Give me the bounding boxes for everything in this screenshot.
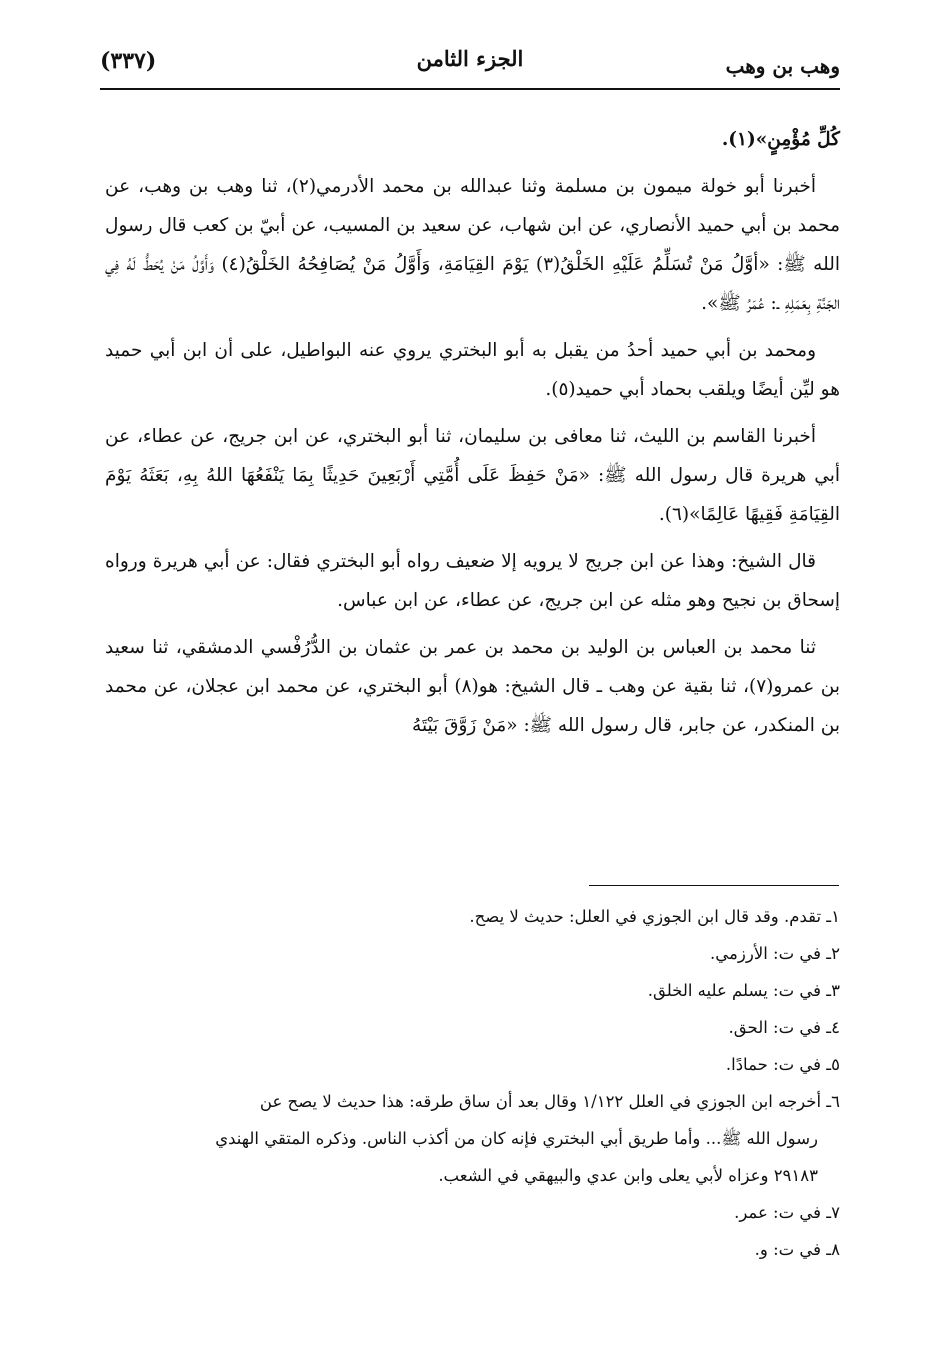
footnote-divider	[589, 885, 839, 886]
page-header	[100, 40, 840, 80]
paragraph-4: أخبرنا القاسم بن الليث، ثنا معافى بن سليمان، ثنا أبو البختري، عن ابن جريج، عن عطاء، عن أبي هريرة قال رسول الله ﷺ: «مَنْ حَفِظَ عَلَى أُمَّتِي أَرْبَعِينَ حَدِيثًا بِمَا يَنْفَعُهَا اللهُ بِهِ، بَعَثَهُ يَوْمَ القِيَامَةِ فَقِيهًا عَالِمًا»(٦).	[105, 426, 840, 525]
paragraph-5: قال الشيخ: وهذا عن ابن جريج لا يرويه إلا ضعيف رواه أبو البختري فقال: عن أبي هريرة ورواه إسحاق بن نجيح وهو مثله عن ابن جريج، عن عطاء، عن ابن عباس.	[105, 551, 840, 611]
footnote-3: ٣ـ في ت: يسلم عليه الخلق.	[647, 981, 840, 1000]
footnote-2: ٢ـ في ت: الأرزمي.	[710, 944, 840, 963]
footnote-6: ٦ـ أخرجه ابن الجوزي في العلل ١/١٢٢ وقال بعد أن ساق طرقه: هذا حديث لا يصح عن	[259, 1092, 840, 1111]
paragraph-6: ثنا محمد بن العباس بن الوليد بن محمد بن عمر بن عثمان بن الدُّرُفْسي الدمشقي، ثنا سعيد بن عمرو(٧)، ثنا بقية عن وهب ـ قال الشيخ: هو(٨) أبو البختري، عن محمد ابن عجلان، عن محمد بن المنكدر، عن جابر، قال رسول الله ﷺ: «مَنْ زَوَّقَ بَيْتَهُ	[105, 637, 840, 736]
header-divider	[100, 88, 840, 90]
paragraph-1: كُلِّ مُؤْمِنٍ»(١).	[721, 129, 840, 150]
footnote-4: ٤ـ في ت: الحق.	[728, 1018, 840, 1037]
footnote-5: ٥ـ في ت: حمادًا.	[725, 1055, 840, 1074]
footnote-6-line-3: ٢٩١٨٣ وعزاه لأبي يعلى وابن عدي والبيهقي في الشعب.	[438, 1166, 818, 1185]
footnote-7: ٧ـ في ت: عمر.	[734, 1203, 840, 1222]
main-text	[105, 120, 840, 753]
paragraph-3: ومحمد بن أبي حميد أحدُ من يقبل به أبو البختري يروي عنه البواطيل، على أن ابن أبي حميد هو ليِّن أيضًا ويلقب بحماد أبي حميد(٥).	[105, 340, 840, 400]
footnotes	[100, 898, 840, 1268]
footnote-8: ٨ـ في ت: و.	[754, 1240, 840, 1259]
footnote-1: ١ـ تقدم. وقد قال ابن الجوزي في العلل: حديث لا يصح.	[469, 907, 840, 926]
footnote-6-line-2: رسول الله ﷺ... وأما طريق أبي البختري فإنه كان من أكذب الناس. وذكره المتقي الهندي	[215, 1129, 818, 1148]
page-number: (٣٣٧)	[100, 48, 157, 74]
running-title: وهب بن وهب	[725, 54, 840, 78]
paragraph-2: أخبرنا أبو خولة ميمون بن مسلمة وثنا عبدالله بن محمد الأدرمي(٢)، ثنا وهب بن وهب، عن محمد بن أبي حميد الأنصاري، عن ابن شهاب، عن سعيد بن المسيب، عن أبيّ بن كعب قال رسول الله ﷺ: «أوَّلُ مَنْ تُسَلِّمُ عَلَيْهِ الخَلْقُ(٣) يَوْمَ القِيَامَةِ، وَأَوَّلُ مَنْ يُصَافِحُهُ الخَلْقُ(٤) وَأَوَّلُ مَنْ يُحَطُّ لَهُ فِي الجَنَّةِ بِعَمَلِهِ ـ: عُمَرُ ﷺ».	[105, 176, 840, 314]
volume-title: الجزء الثامن	[416, 46, 524, 71]
